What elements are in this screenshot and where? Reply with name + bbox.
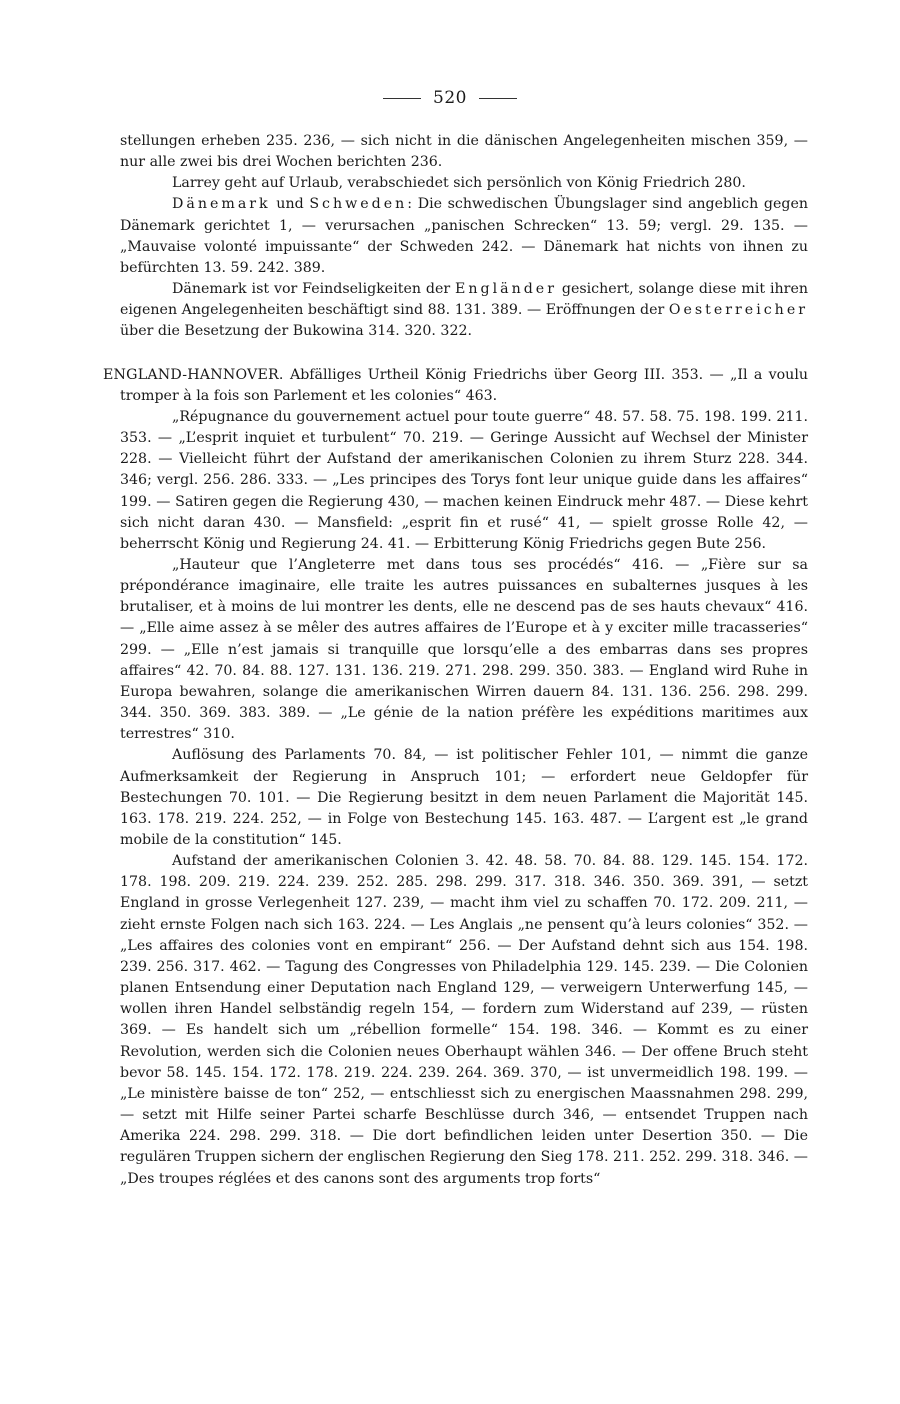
index-text-body	[103, 131, 808, 1190]
spaced-keyword: Engländer	[455, 281, 557, 298]
paragraph-text: „Répugnance du gouvernement actuel pour toute guerre“ 48. 57. 58. 75. 198. 199. 211. 353. — „L’esprit inquiet et turbulent“ 70. 219. — Geringe Aussicht auf Wechsel der Minister 228. — Vielleicht führt der Aufstand der amerikanischen Colonien zu ihrem Sturz 228. 344. 346; vergl. 256. 286. 333. — „Les principes des Torys font leur unique guide dans les affaires“ 199. — Satiren gegen die Regierung 430, — machen keinen Eindruck mehr 487. — Diese kehrt sich nicht daran 430. — Mansfield: „esprit fin et rusé“ 41, — spielt grosse Rolle 42, — beherrscht König und Regierung 24. 41. — Erbitterung König Friedrichs gegen Bute 256.	[120, 408, 808, 552]
paragraph-parlament	[120, 745, 808, 851]
paragraph-text: Larrey geht auf Urlaub, verabschiedet sich persönlich von König Friedrich 280.	[172, 175, 746, 192]
paragraph-larrey	[120, 173, 808, 194]
paragraph-text: Abfälliges Urtheil König Friedrichs über Georg III. 353. — „Il a voulu tromper à la fois son Parlement et les colonies“ 463.	[120, 366, 808, 404]
header-rule-right	[479, 98, 517, 99]
paragraph-text: : Die schwedischen Übungslager sind angeblich gegen Dänemark gerichtet 1, — verursachen „panischen Schrecken“ 13. 59; vergl. 29. 135. — „Mauvaise volonté impuissante“ der Schweden 242. — Dänemark hat nichts von ihnen zu befürchten 13. 59. 242. 389.	[120, 196, 808, 276]
paragraph-text: „Hauteur que l’Angleterre met dans tous ses procédés“ 416. — „Fière sur sa prépondérance imaginaire, elle traite les autres puissances en subalternes jusques à les brutaliser, et à moins de lui montrer les dents, elle ne descend pas de ses hauts chevaux“ 416. — „Elle aime assez à se mêler des autres affaires de l’Europe et à y exciter mille tracasseries“ 299. — „Elle n’est jamais si tranquille que lorsqu’elle a des embarras dans ses propres affaires“ 42. 70. 84. 88. 127. 131. 136. 219. 271. 298. 299. 350. 383. — England wird Ruhe in Europa bewahren, solange die amerikanischen Wirren dauern 84. 131. 136. 256. 298. 299. 344. 350. 369. 383. 389. — „Le génie de la nation préfère les expéditions maritimes aux terrestres“ 310.	[120, 556, 808, 743]
paragraph-continuation	[120, 131, 808, 173]
paragraph-text: gesichert, solange diese mit ihren eigenen Angelegenheiten beschäftigt sind 88. 131. 389. — Eröffnungen der	[120, 281, 808, 319]
paragraph-hauteur	[120, 555, 808, 745]
page-header	[0, 88, 900, 108]
spaced-keyword: Schweden	[309, 196, 408, 213]
header-rule-left	[383, 98, 421, 99]
paragraph-daenemark-englaender	[120, 279, 808, 342]
paragraph-text: über die Besetzung der Bukowina 314. 320. 322.	[120, 323, 473, 340]
paragraph-daenemark-schweden	[120, 194, 808, 279]
page-number: 520	[433, 88, 467, 108]
paragraph-text: Aufstand der amerikanischen Colonien 3. 42. 48. 58. 70. 84. 88. 129. 145. 154. 172. 178. 198. 209. 219. 224. 239. 252. 285. 298. 299. 317. 318. 346. 350. 369. 391, — setzt England in grosse Verlegenheit 127. 239, — macht ihm viel zu schaffen 70. 172. 209. 211, — zieht ernste Folgen nach sich 163. 224. — Les Anglais „ne pensent qu’à leurs colonies“ 352. — „Les affaires des colonies vont en empirant“ 256. — Der Aufstand dehnt sich aus 154. 198. 239. 256. 317. 462. — Tagung des Congresses von Philadelphia 129. 145. 239. — Die Colonien planen Entsendung einer Deputation nach England 129, — verweigern Unterwerfung 145, — wollen ihren Handel selbständig regeln 154, — fordern zum Widerstand auf 239, — rüsten 369. — Es handelt sich um „rébellion formelle“ 154. 198. 346. — Kommt es zu einer Revolution, werden sich die Colonien neues Oberhaupt wählen 346. — Der offene Bruch steht bevor 58. 145. 154. 172. 178. 219. 224. 239. 264. 369. 370, — ist unvermeidlich 198. 199. — „Le ministère baisse de ton“ 252, — entschliesst sich zu energischen Maassnahmen 298. 299, — setzt mit Hilfe seiner Partei scharfe Beschlüsse durch 346, — entsendet Truppen nach Amerika 224. 298. 299. 318. — Die dort befindlichen leiden unter Desertion 350. — Die regulären Truppen sichern der englischen Regierung den Sieg 178. 211. 252. 299. 318. 346. — „Des troupes réglées et des canons sont des arguments trop forts“	[120, 853, 808, 1187]
paragraph-aufstand-colonien	[120, 851, 808, 1190]
entry-england-hannover	[103, 365, 808, 407]
paragraph-text: stellungen erheben 235. 236, — sich nicht in die dänischen Angelegenheiten mischen 359, — nur alle zwei bis drei Wochen berichten 236.	[120, 133, 808, 171]
spaced-keyword: Dänemark	[172, 196, 271, 213]
entry-heading: ENGLAND-HANNOVER.	[103, 366, 284, 383]
connector-text: und	[270, 196, 310, 213]
paragraph-text: Dänemark ist vor Feindseligkeiten der	[172, 281, 456, 298]
spaced-keyword: Oesterreicher	[668, 302, 808, 319]
paragraph-repugnance	[120, 407, 808, 555]
paragraph-text: Auflösung des Parlaments 70. 84, — ist politischer Fehler 101, — nimmt die ganze Aufmerksamkeit der Regierung in Anspruch 101; — erfordert neue Geldopfer für Bestechungen 70. 101. — Die Regierung besitzt in dem neuen Parlament die Majorität 145. 163. 178. 219. 224. 252, — in Folge von Bestechung 145. 163. 487. — L’argent est „le grand mobile de la constitution“ 145.	[120, 747, 808, 848]
